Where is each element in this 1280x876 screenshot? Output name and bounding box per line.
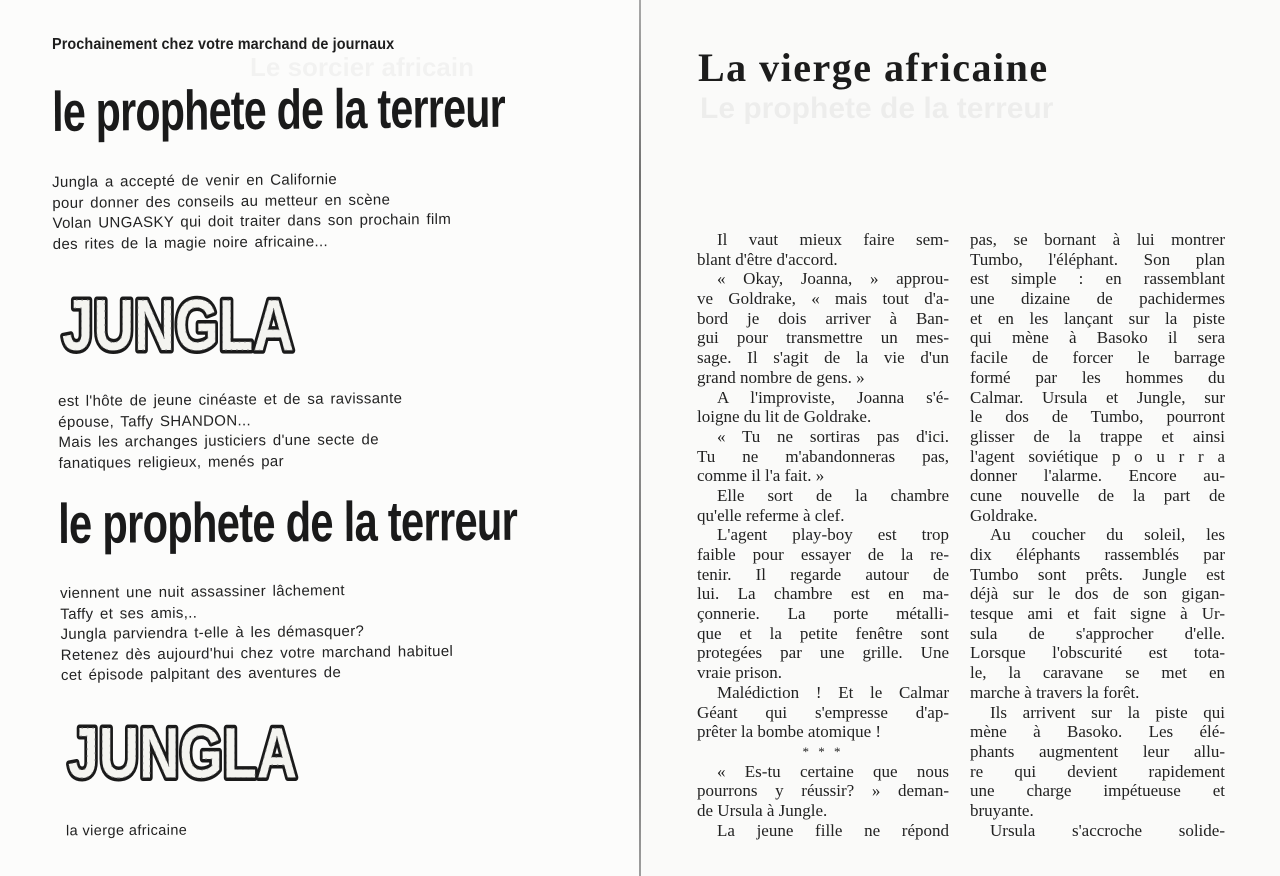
text-line: Elle sort de la chambre	[717, 485, 949, 505]
text-line: Ursula s'accroche solide-	[990, 820, 1225, 840]
text-line: pas, se bornant à lui montrer	[970, 230, 1225, 249]
text-line: sage. Il s'agit de la vie d'un	[697, 348, 949, 368]
logo-text: JUNGLA	[62, 286, 294, 364]
section-separator: * * *	[802, 743, 844, 759]
text-line: A l'improviste, Joanna s'é-	[717, 387, 949, 407]
story-title-bottom: le prophete de la terreur	[57, 488, 518, 555]
jungla-logo	[56, 284, 301, 364]
text-line: fanatiques religieux, menés par	[58, 452, 284, 472]
text-line: Il vaut mieux faire sem-	[717, 230, 949, 249]
text-line: lui. La chambre est en ma-	[697, 584, 949, 604]
text-line: faible pour essayer de la re-	[697, 545, 949, 564]
text-line: phants augmentent leur allu-	[970, 741, 1225, 761]
text-line: glisser de la trappe et ainsi	[970, 426, 1225, 446]
logo-text: JUNGLA	[67, 714, 298, 792]
text-line: bruyante.	[970, 800, 1034, 820]
show-through-text: Le prophete de la terreur	[700, 92, 1054, 125]
text-line: des rites de la magie noire africaine...	[52, 232, 329, 253]
middle-paragraph	[58, 389, 403, 474]
text-line: çonnerie. La porte métalli-	[697, 604, 949, 624]
text-line: gui pour transmettre un mes-	[697, 328, 949, 348]
text-line: bord je dois arriver à Ban-	[697, 308, 949, 328]
text-line: une dizaine de pachidermes	[970, 289, 1225, 309]
text-line: dix éléphants rassemblés par	[970, 545, 1225, 564]
text-line: qu'elle referme à clef.	[697, 505, 845, 525]
text-line: prêter la bombe atomique !	[697, 722, 882, 742]
text-line: est l'hôte de jeune cinéaste et de sa ravissante	[58, 389, 403, 410]
text-line: cune nouvelle de la part de	[970, 485, 1225, 505]
text-line: Lorsque l'obscurité est tota-	[970, 643, 1225, 663]
text-line: sula de s'approcher d'elle.	[970, 623, 1225, 643]
text-line: et en les lançant sur la piste	[970, 308, 1225, 328]
text-line: pourrons y réussir? » deman-	[697, 781, 949, 801]
text-line: Goldrake.	[970, 505, 1038, 525]
text-line: re qui devient rapidement	[970, 761, 1225, 781]
text-line: « Okay, Joanna, » approu-	[717, 269, 949, 289]
text-line: épouse, Taffy SHANDON...	[58, 411, 252, 431]
text-line: facile de forcer le barrage	[970, 348, 1225, 368]
text-line: Taffy et ses amis,..	[60, 604, 198, 623]
text-line: tenir. Il regarde autour de	[697, 564, 949, 584]
text-line: Tumbo, l'éléphant. Son plan	[970, 249, 1225, 269]
text-line: le, la caravane se met en	[970, 663, 1225, 683]
text-line: Géant qui s'empresse d'ap-	[697, 702, 949, 722]
text-column-1	[697, 230, 949, 840]
text-line: tesque ami et fait signe à Ur-	[970, 604, 1225, 624]
text-line: La jeune fille ne répond	[717, 820, 949, 840]
text-line: Malédiction ! Et le Calmar	[717, 682, 949, 702]
text-line: Tumbo sont prêts. Jungle est	[970, 564, 1225, 584]
text-line: blant d'être d'accord.	[697, 249, 838, 269]
text-line: est simple : en rassemblant	[970, 269, 1225, 289]
text-line: que et la petite fenêtre sont	[697, 623, 949, 643]
text-line: Retenez dès aujourd'hui chez votre marchand habituel	[60, 642, 454, 664]
text-line: Ils arrivent sur la piste qui	[990, 702, 1225, 722]
text-line: Jungla a accepté de venir en Californie	[52, 171, 338, 191]
text-line: Au coucher du soleil, les	[990, 525, 1225, 545]
logo-texture: JUNGLA	[62, 286, 294, 364]
logo-texture: JUNGLA	[67, 714, 298, 792]
text-column-2	[970, 230, 1225, 840]
text-line: mène à Basoko. Les élé-	[970, 722, 1225, 742]
text-line: Calmar. Ursula et Jungle, sur	[970, 387, 1225, 407]
intro-paragraph	[52, 169, 451, 255]
chapter-title: La vierge africaine	[698, 45, 1049, 90]
jungla-logo	[62, 712, 304, 792]
closing-paragraph	[60, 580, 454, 687]
text-line: une charge impétueuse et	[970, 781, 1225, 801]
text-line: ve Goldrake, « mais tout d'a-	[697, 289, 949, 309]
text-line: vraie prison.	[697, 663, 782, 683]
text-line: qui mène à Basoko il sera	[970, 328, 1225, 348]
story-title-top: le prophete de la terreur	[51, 75, 506, 143]
text-line: Jungla parviendra t-elle à les démasquer?	[60, 622, 365, 643]
text-line: protegées par une grille. Une	[697, 643, 949, 663]
text-line: Tu ne m'abandonneras pas,	[697, 446, 949, 466]
text-line: déjà sur le dos de son gigan-	[970, 584, 1225, 604]
text-line: l'agent soviétique p o u r r a	[970, 446, 1225, 466]
kicker-headline: Prochainement chez votre marchand de journaux	[52, 36, 395, 53]
text-line: viennent une nuit assassiner lâchement	[60, 582, 345, 602]
text-line: donner l'alarme. Encore au-	[970, 466, 1225, 486]
text-line: comme il l'a fait. »	[697, 466, 825, 486]
text-line: formé par les hommes du	[970, 367, 1225, 387]
text-line: grand nombre de gens. »	[697, 367, 865, 387]
text-line: Mais les archanges justiciers d'une secte de	[58, 431, 379, 451]
text-line: marche à travers la forêt.	[970, 682, 1140, 702]
text-line: L'agent play-boy est trop	[717, 525, 949, 545]
text-line: le dos de Tumbo, pourront	[970, 407, 1225, 427]
episode-caption: la vierge africaine	[65, 822, 188, 840]
text-line: Volan UNGASKY qui doit traiter dans son prochain film	[52, 210, 452, 232]
text-line: pour donner des conseils au metteur en scène	[52, 190, 391, 212]
text-line: de Ursula à Jungle.	[697, 800, 828, 820]
text-line: « Es-tu certaine que nous	[717, 761, 949, 781]
text-line: « Tu ne sortiras pas d'ici.	[717, 426, 949, 446]
text-line: cet épisode palpitant des aventures de	[60, 664, 342, 684]
text-line: loigne du lit de Goldrake.	[697, 407, 872, 427]
